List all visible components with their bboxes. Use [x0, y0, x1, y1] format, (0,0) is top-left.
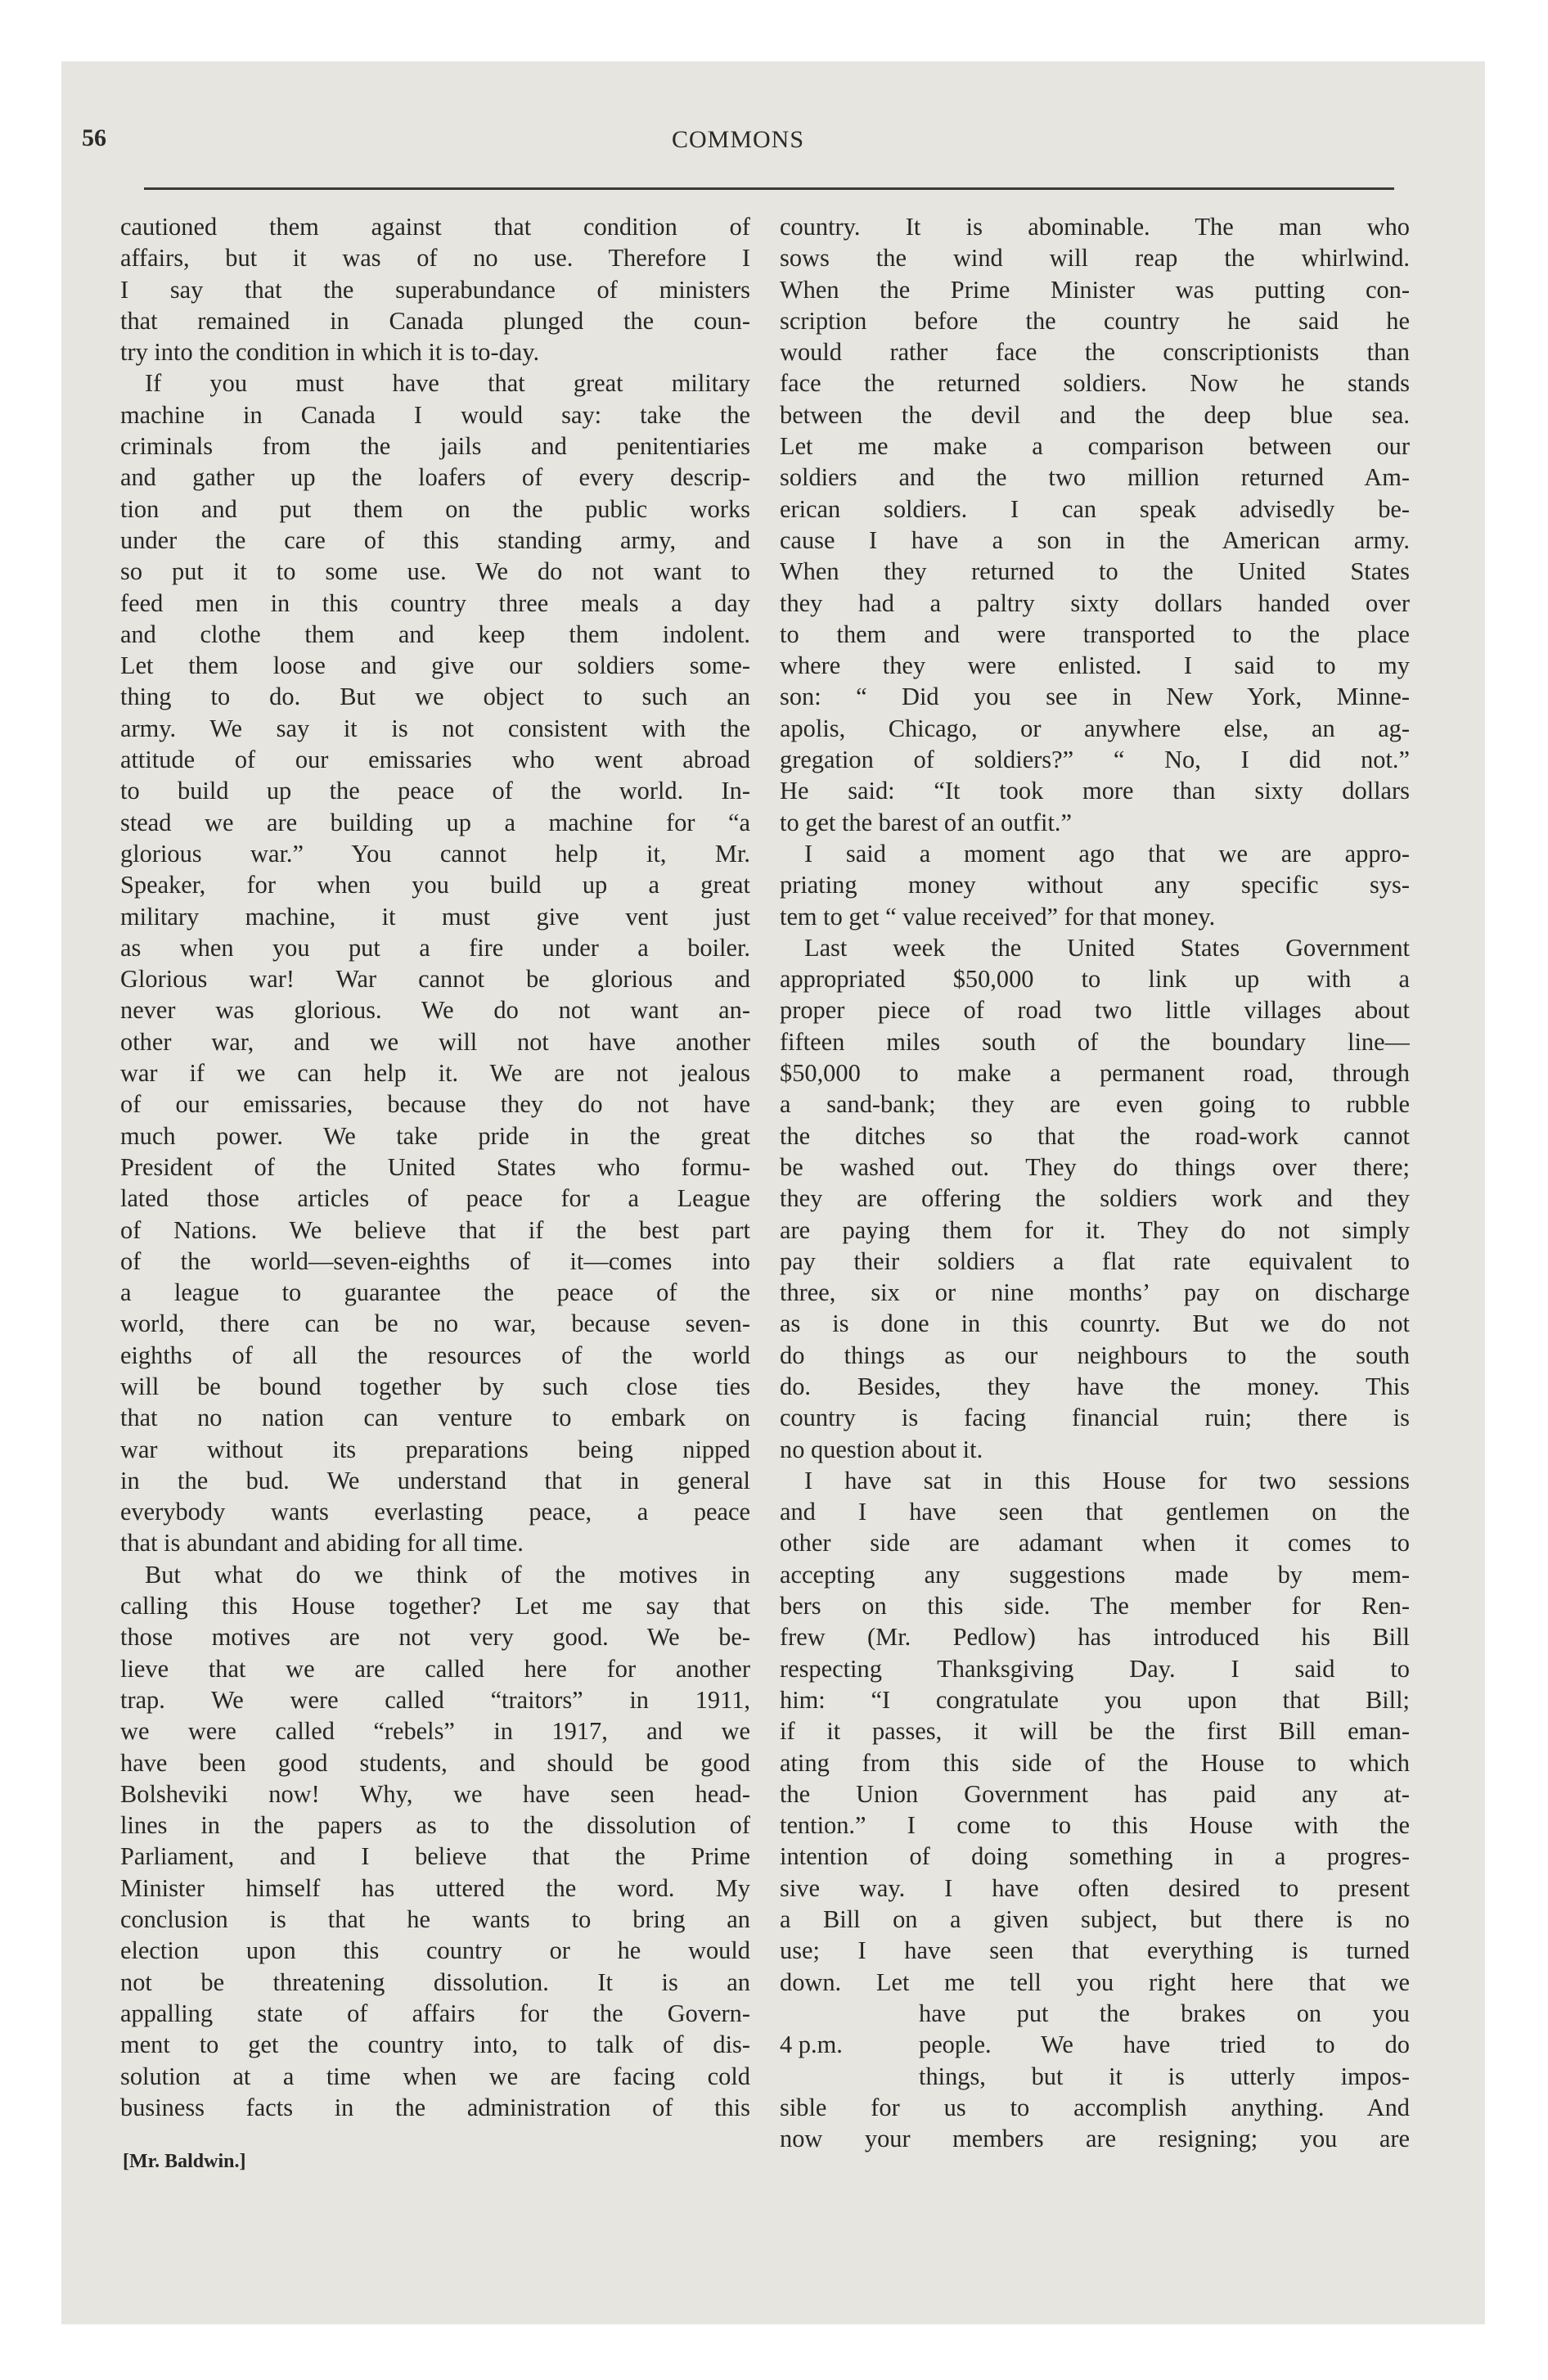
text-line-content: trap. We were called “traitors” in 1911, — [120, 1685, 750, 1714]
text-line-content: sive way. I have often desired to present — [780, 1873, 1410, 1902]
text-line-content: and gather up the loafers of every descrip- — [120, 463, 750, 492]
text-line — [120, 2061, 750, 2092]
text-line — [780, 994, 1410, 1025]
page-header — [82, 124, 1394, 170]
text-line-content: conclusion is that he wants to bring an — [120, 1905, 750, 1934]
text-line-content: election upon this country or he would — [120, 1936, 750, 1965]
text-line-content: a Bill on a given subject, but there is no — [780, 1905, 1410, 1934]
text-line — [780, 525, 1410, 556]
text-line-content: much power. We take pride in the great — [120, 1121, 750, 1150]
text-line — [120, 1590, 750, 1621]
text-line — [780, 242, 1410, 273]
text-line — [780, 1120, 1410, 1152]
text-line — [780, 2061, 1410, 2092]
text-line — [120, 650, 750, 681]
text-line — [780, 494, 1410, 525]
text-line — [120, 1527, 750, 1558]
text-line — [780, 274, 1410, 305]
right-column — [780, 211, 1410, 2154]
text-line-content: accepting any suggestions made by mem- — [780, 1560, 1410, 1589]
text-line — [120, 399, 750, 430]
text-line-content: tention.” I come to this House with the — [780, 1811, 1410, 1840]
left-column — [120, 211, 750, 2123]
text-line — [120, 713, 750, 744]
text-line-content: When they returned to the United States — [780, 557, 1410, 586]
text-line — [780, 1246, 1410, 1277]
text-line-content: army. We say it is not consistent with the — [120, 714, 750, 742]
text-line-content: to build up the peace of the world. In- — [120, 777, 750, 805]
text-line — [120, 1120, 750, 1152]
text-line-content: proper piece of road two little villages about — [780, 996, 1410, 1025]
text-line — [120, 1308, 750, 1339]
text-line — [120, 1810, 750, 1841]
text-line-content: have put the brakes on you — [919, 1999, 1410, 2027]
text-line — [120, 556, 750, 587]
text-line-content: attitude of our emissaries who went abroad — [120, 746, 750, 774]
text-line-content: frew (Mr. Pedlow) has introduced his Bill — [780, 1623, 1410, 1652]
text-line — [780, 650, 1410, 681]
text-line-content: sows the wind will reap the whirlwind. — [780, 244, 1410, 273]
text-line — [120, 1621, 750, 1652]
text-line — [780, 367, 1410, 399]
text-line-content: glorious war.” You cannot help it, Mr. — [120, 839, 750, 868]
text-line-content: business facts in the administration of this — [120, 2093, 750, 2121]
text-line-content: war without its preparations being nipped — [120, 1435, 750, 1463]
text-line-content: world, there can be no war, because seven- — [120, 1309, 750, 1338]
text-line-content: solution at a time when we are facing cold — [120, 2062, 750, 2090]
text-line — [780, 1340, 1410, 1371]
text-line — [120, 336, 750, 367]
text-line — [780, 1057, 1410, 1089]
text-line-content: of Nations. We believe that if the best part — [120, 1215, 750, 1244]
text-line-content: those motives are not very good. We be- — [120, 1623, 750, 1652]
text-line-content: Let them loose and give our soldiers some- — [120, 651, 750, 680]
text-line — [120, 462, 750, 493]
text-line-content: have been good students, and should be good — [120, 1748, 750, 1777]
text-line — [120, 1653, 750, 1684]
text-line — [780, 430, 1410, 462]
text-line — [120, 1496, 750, 1527]
text-line — [120, 932, 750, 963]
text-line-content: that no nation can venture to embark on — [120, 1404, 750, 1432]
text-line — [780, 1089, 1410, 1120]
text-line — [120, 588, 750, 619]
text-line-content: of our emissaries, because they do not have — [120, 1090, 750, 1119]
text-line-content: other war, and we will not have another — [120, 1027, 750, 1056]
text-line — [780, 1621, 1410, 1652]
text-line — [120, 1277, 750, 1308]
text-line — [780, 1496, 1410, 1527]
text-line — [780, 1873, 1410, 1904]
text-line-content: scription before the country he said he — [780, 306, 1410, 335]
text-line — [780, 1841, 1410, 1872]
text-line — [120, 1967, 750, 1998]
text-line-content: and I have seen that gentlemen on the — [780, 1498, 1410, 1526]
text-line-content: that is abundant and abiding for all time. — [120, 1529, 524, 1557]
text-line — [780, 1810, 1410, 1841]
text-line — [120, 1841, 750, 1872]
text-line-content: lated those articles of peace for a League — [120, 1184, 750, 1213]
text-line — [120, 211, 750, 242]
text-line — [120, 681, 750, 712]
text-line — [780, 305, 1410, 336]
text-line-content: He said: “It took more than sixty dollars — [780, 777, 1410, 805]
text-line — [120, 1778, 750, 1810]
text-line-content: never was glorious. We do not want an- — [120, 996, 750, 1025]
text-line-content: if it passes, it will be the first Bill eman- — [780, 1717, 1410, 1746]
text-line — [120, 994, 750, 1025]
text-line-content: they are offering the soldiers work and they — [780, 1184, 1410, 1213]
text-line — [120, 1026, 750, 1057]
text-line — [780, 462, 1410, 493]
text-line-content: gregation of soldiers?” “ No, I did not.” — [780, 746, 1410, 774]
text-line — [120, 1089, 750, 1120]
text-line — [120, 1434, 750, 1465]
text-line — [780, 1527, 1410, 1558]
text-line — [780, 2092, 1410, 2123]
text-line — [120, 1215, 750, 1246]
text-line-content: bers on this side. The member for Ren- — [780, 1592, 1410, 1620]
text-line-content: lines in the papers as to the dissolution of — [120, 1811, 750, 1840]
text-line — [120, 869, 750, 900]
text-line-content: where they were enlisted. I said to my — [780, 651, 1410, 680]
text-line-content: Bolsheviki now! Why, we have seen head- — [120, 1779, 750, 1808]
text-line — [780, 588, 1410, 619]
text-line — [120, 1183, 750, 1214]
text-line-content: things, but it is utterly impos- — [919, 2062, 1410, 2090]
text-line-content: so put it to some use. We do not want to — [120, 557, 750, 586]
text-line — [120, 619, 750, 650]
running-head: COMMONS — [671, 126, 805, 153]
text-line — [780, 1778, 1410, 1810]
text-line — [780, 2123, 1410, 2154]
text-line-content: and clothe them and keep them indolent. — [120, 620, 750, 648]
text-line — [780, 1308, 1410, 1339]
margin-time-note: 4 p.m. — [780, 2031, 843, 2059]
text-line — [120, 1873, 750, 1904]
text-line-content: son: “ Did you see in New York, Minne- — [780, 683, 1410, 711]
text-line — [780, 838, 1410, 869]
text-line — [780, 1653, 1410, 1684]
text-line — [780, 1183, 1410, 1214]
text-line — [780, 211, 1410, 242]
text-line — [120, 274, 750, 305]
text-line — [780, 1904, 1410, 1935]
text-line — [780, 1684, 1410, 1715]
text-line — [120, 1340, 750, 1371]
text-line-content: down. Let me tell you right here that we — [780, 1968, 1410, 1996]
text-line-content: respecting Thanksgiving Day. I said to — [780, 1654, 1410, 1683]
text-line-content: country is facing financial ruin; there is — [780, 1404, 1410, 1432]
text-line-content: are paying them for it. They do not simply — [780, 1215, 1410, 1244]
text-line — [780, 932, 1410, 963]
text-line-content: do. Besides, they have the money. This — [780, 1372, 1410, 1400]
text-line-content: no question about it. — [780, 1435, 983, 1463]
text-line-content: apolis, Chicago, or anywhere else, an ag- — [780, 714, 1410, 742]
text-line — [780, 1967, 1410, 1998]
text-line-content: him: “I congratulate you upon that Bill; — [780, 1685, 1410, 1714]
speaker-attribution: [Mr. Baldwin.] — [123, 2151, 246, 2172]
text-line — [780, 1465, 1410, 1496]
text-line — [780, 1402, 1410, 1433]
text-line — [120, 1998, 750, 2029]
text-line-content: appropriated $50,000 to link up with a — [780, 965, 1410, 994]
text-line-content: everybody wants everlasting peace, a peace — [120, 1498, 750, 1526]
text-line-content: criminals from the jails and penitentiaries — [120, 432, 750, 461]
text-line — [780, 744, 1410, 775]
text-line-content: under the care of this standing army, and — [120, 525, 750, 554]
text-line-content: other side are adamant when it comes to — [780, 1529, 1410, 1557]
text-line — [120, 1057, 750, 1089]
text-line-content: I said a moment ago that we are appro- — [804, 839, 1410, 868]
text-line-content: not be threatening dissolution. It is an — [120, 1968, 750, 1996]
text-line-content: Minister himself has uttered the word. My — [120, 1873, 750, 1902]
text-line-content: face the returned soldiers. Now he stands — [780, 369, 1410, 398]
text-line-content: machine in Canada I would say: take the — [120, 400, 750, 429]
text-line — [780, 1590, 1410, 1621]
text-line-content: When the Prime Minister was putting con- — [780, 275, 1410, 304]
text-line — [780, 1998, 1410, 2029]
text-line-content: Speaker, for when you build up a great — [120, 871, 750, 899]
text-line — [780, 1559, 1410, 1590]
text-line-content: But what do we think of the motives in — [145, 1560, 750, 1589]
text-line-content: of the world—seven-eighths of it—comes into — [120, 1246, 750, 1275]
text-line — [780, 619, 1410, 650]
text-line-content: we were called “rebels” in 1917, and we — [120, 1717, 750, 1746]
text-line — [780, 1371, 1410, 1402]
text-line-content: priating money without any specific sys- — [780, 871, 1410, 899]
text-line-content: as when you put a fire under a boiler. — [120, 933, 750, 962]
text-line — [120, 1246, 750, 1277]
text-line-content: sible for us to accomplish anything. And — [780, 2093, 1410, 2121]
text-line — [120, 901, 750, 932]
text-line-content: people. We have tried to do — [919, 2031, 1410, 2059]
text-line — [120, 1684, 750, 1715]
text-line-content: I say that the superabundance of ministers — [120, 275, 750, 304]
text-line — [780, 807, 1410, 838]
text-line-content: cause I have a son in the American army. — [780, 525, 1410, 554]
text-line — [120, 775, 750, 806]
text-line — [780, 1215, 1410, 1246]
text-line-content: a sand-bank; they are even going to rubble — [780, 1090, 1410, 1119]
text-line — [120, 430, 750, 462]
text-line-content: now your members are resigning; you are — [780, 2125, 1410, 2153]
text-line-content: country. It is abominable. The man who — [780, 213, 1410, 241]
text-line-content: President of the United States who formu- — [120, 1152, 750, 1181]
text-line-content: $50,000 to make a permanent road, through — [780, 1059, 1410, 1088]
text-line-content: would rather face the conscriptionists than — [780, 338, 1410, 367]
text-line — [120, 1747, 750, 1778]
text-line — [120, 305, 750, 336]
text-line-content: three, six or nine months’ pay on discharge — [780, 1278, 1410, 1307]
text-line-content: to get the barest of an outfit.” — [780, 808, 1072, 836]
text-line-content: ment to get the country into, to talk of dis- — [120, 2031, 750, 2059]
text-line — [780, 775, 1410, 806]
text-line — [780, 1434, 1410, 1465]
text-line-content: between the devil and the deep blue sea. — [780, 400, 1410, 429]
text-line-content: tion and put them on the public works — [120, 494, 750, 523]
text-line-content: the Union Government has paid any at- — [780, 1779, 1410, 1808]
text-line — [120, 2092, 750, 2123]
text-line-content: lieve that we are called here for another — [120, 1654, 750, 1683]
text-line — [120, 1371, 750, 1402]
text-line — [120, 494, 750, 525]
text-line — [780, 1747, 1410, 1778]
text-line — [780, 681, 1410, 712]
text-line — [780, 713, 1410, 744]
text-line — [120, 1904, 750, 1935]
text-line — [120, 1465, 750, 1496]
text-line-content: cautioned them against that condition of — [120, 213, 750, 241]
text-line-content: erican soldiers. I can speak advisedly be- — [780, 494, 1410, 523]
text-line-content: military machine, it must give vent just — [120, 902, 750, 931]
text-line — [780, 963, 1410, 994]
text-line — [780, 869, 1410, 900]
text-line — [120, 807, 750, 838]
text-line-content: as is done in this counrty. But we do not — [780, 1309, 1410, 1338]
text-line-content: do things as our neighbours to the south — [780, 1341, 1410, 1369]
text-line — [780, 336, 1410, 367]
text-line — [120, 2029, 750, 2060]
text-line-content: stead we are building up a machine for “a — [120, 808, 750, 836]
header-rule — [144, 187, 1394, 190]
text-line-content: soldiers and the two million returned Am- — [780, 463, 1410, 492]
text-line-content: pay their soldiers a flat rate equivalent to — [780, 1246, 1410, 1275]
text-line-content: appalling state of affairs for the Govern- — [120, 1999, 750, 2027]
text-line-content: If you must have that great military — [145, 369, 750, 398]
text-line-content: to them and were transported to the place — [780, 620, 1410, 648]
text-line — [780, 1277, 1410, 1308]
text-line — [780, 901, 1410, 932]
text-line-content: Let me make a comparison between our — [780, 432, 1410, 461]
text-line — [780, 399, 1410, 430]
text-line — [120, 1402, 750, 1433]
text-line — [780, 2029, 1410, 2060]
text-line-content: tem to get “ value received” for that money. — [780, 902, 1216, 931]
text-line-content: try into the condition in which it is to-day. — [120, 338, 540, 367]
text-line-content: in the bud. We understand that in general — [120, 1466, 750, 1494]
text-line-content: a league to guarantee the peace of the — [120, 1278, 750, 1307]
text-line — [120, 744, 750, 775]
text-line — [780, 1026, 1410, 1057]
text-line-content: the ditches so that the road-work cannot — [780, 1121, 1410, 1150]
text-line-content: Last week the United States Government — [804, 933, 1410, 962]
text-line-content: Glorious war! War cannot be glorious and — [120, 965, 750, 994]
text-line-content: eighths of all the resources of the world — [120, 1341, 750, 1369]
text-line — [120, 963, 750, 994]
text-line-content: calling this House together? Let me say that — [120, 1592, 750, 1620]
text-line — [120, 367, 750, 399]
text-line — [120, 1715, 750, 1747]
text-line-content: war if we can help it. We are not jealous — [120, 1059, 750, 1088]
text-line — [780, 1715, 1410, 1747]
text-line — [120, 1935, 750, 1966]
text-line — [120, 1559, 750, 1590]
text-line-content: thing to do. But we object to such an — [120, 683, 750, 711]
text-line-content: they had a paltry sixty dollars handed over — [780, 588, 1410, 617]
text-line — [780, 556, 1410, 587]
text-line-content: will be bound together by such close ties — [120, 1372, 750, 1400]
text-line-content: be washed out. They do things over there; — [780, 1152, 1410, 1181]
text-line — [120, 838, 750, 869]
text-line — [120, 242, 750, 273]
text-line-content: I have sat in this House for two sessions — [804, 1466, 1410, 1494]
text-line-content: intention of doing something in a progres- — [780, 1842, 1410, 1871]
text-line-content: feed men in this country three meals a day — [120, 588, 750, 617]
text-line-content: use; I have seen that everything is turned — [780, 1936, 1410, 1965]
text-line — [120, 1152, 750, 1183]
text-line — [780, 1152, 1410, 1183]
text-line — [120, 525, 750, 556]
page-number: 56 — [82, 124, 106, 151]
text-line-content: ating from this side of the House to which — [780, 1748, 1410, 1777]
text-line-content: Parliament, and I believe that the Prime — [120, 1842, 750, 1871]
text-line-content: affairs, but it was of no use. Therefore I — [120, 244, 750, 273]
text-line-content: fifteen miles south of the boundary line— — [780, 1027, 1410, 1056]
text-line — [780, 1935, 1410, 1966]
text-line-content: that remained in Canada plunged the coun- — [120, 306, 750, 335]
